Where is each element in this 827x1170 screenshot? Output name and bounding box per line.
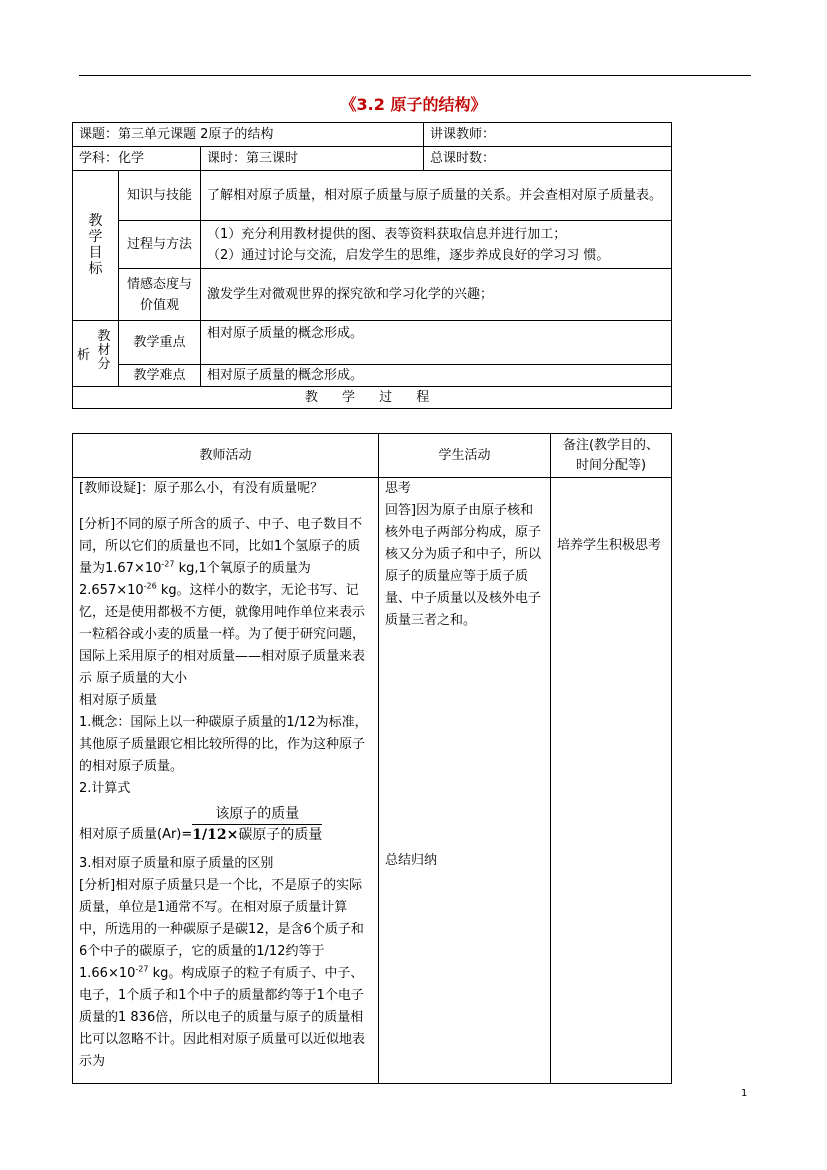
student-summary: 总结归纳 [385,853,438,868]
term-heading: 相对原子质量 [79,693,158,708]
process-heading: 教 学 过 程 [73,387,672,409]
formula-heading: 2.计算式 [79,781,131,796]
page-number: 1 [741,1088,748,1099]
analysis-group-label: 教材分 析 [73,321,119,387]
lesson-info-table [72,122,672,409]
analysis-text-key: 相对原子质量的概念形成。 [201,321,672,365]
activity-table [72,433,672,1084]
objective-text-knowledge: 了解相对原子质量，相对原子质量与原子质量的关系。并会查相对原子质量表。 [201,171,672,221]
student-think: 思考 [385,481,412,496]
concept-text: 1.概念：国际上以一种碳原子质量的1/12为标准，其他原子质量跟它相比较所得的比，作为这种原子的相对原子质量。 [79,715,368,774]
header-student: 学生活动 [379,434,551,478]
objective-text-process [201,221,672,269]
formula: 相对原子质量(Ar)= $\frac{\text{该原子的质量}}{\text{1/12×碳原子的质量}}$ [79,806,323,843]
header-rule [79,75,751,76]
total-periods-cell: 总课时数： [424,147,672,171]
period-cell: 课时：第三课时 [201,147,424,171]
header-remark: 备注(教学目的、时间分配等) [551,434,672,478]
objective-label-process: 过程与方法 [119,221,201,269]
teacher-cell: 讲课教师： [424,123,672,147]
objectives-group-label: 教学目标 [73,171,119,321]
analysis-text-difficulty: 相对原子质量的概念形成。 [201,365,672,387]
teacher-analysis-2: [分析]相对原子质量只是一个比，不是原子的实际质量，单位是1通常不写。在相对原子质量计算中，所选用的一种碳原子是碳12，是含6个质子和6个中子的碳原子，它的质量的1/12约等于$1.66\times 10^{-27}$ kg。构成原子的粒子有质子、中子、电子，1个质子和1个中子的质量都约等于1个电子质量的1 836倍，所以电子的质量与原子的质量相比可以忽略不计。因此相对原子质量可以近似地表示为 [79,878,366,1069]
topic-cell: 课题：第三单元课题 2原子的结构 [73,123,424,147]
process-line-2: （2）通过讨论与交流，启发学生的思维，逐步养成良好的学习习 惯。 [207,247,610,263]
document-title: 《3.2 原子的结构》 [340,95,487,114]
subject-cell: 学科：化学 [73,147,201,171]
remark-text: 培养学生积极思考 [557,538,662,553]
student-activity-cell [379,478,551,1084]
process-line-1: （1）充分利用教材提供的图、表等资料获取信息并进行加工； [207,226,567,242]
analysis-label-key: 教学重点 [119,321,201,365]
objective-text-attitude: 激发学生对微观世界的探究欲和学习化学的兴趣； [201,269,672,321]
difference-heading: 3.相对原子质量和原子质量的区别 [79,856,274,871]
analysis-label-difficulty: 教学难点 [119,365,201,387]
teacher-analysis-1: [分析]不同的原子所含的质子、中子、电子数目不同，所以它们的质量也不同，比如1个氢原子的质量为$1.67\times 10^{-27}$ kg,1个氧原子的质量为$2.657\times 10^{-26}$ kg。这样小的数字，无论书写、记忆，还是使用都极不方便，就像用吨作单位来表示一粒稻谷或小麦的质量一样。为了便于研究问题，国际上采用原子的相对质量——相对原子质量来表示 原子质量的大小 [79,517,366,686]
teacher-question: [教师设疑]：原子那么小，有没有质量呢？ [79,481,324,496]
teacher-activity-cell [73,478,379,1084]
header-teacher: 教师活动 [73,434,379,478]
objective-label-attitude: 情感态度与价值观 [119,269,201,321]
objective-label-knowledge: 知识与技能 [119,171,201,221]
remark-cell [551,478,672,1084]
student-answer: 回答]因为原子由原子核和核外电子两部分构成，原子核又分为质子和中子，所以原子的质量应等于质子质量、中子质量以及核外电子质量三者之和。 [385,503,542,628]
